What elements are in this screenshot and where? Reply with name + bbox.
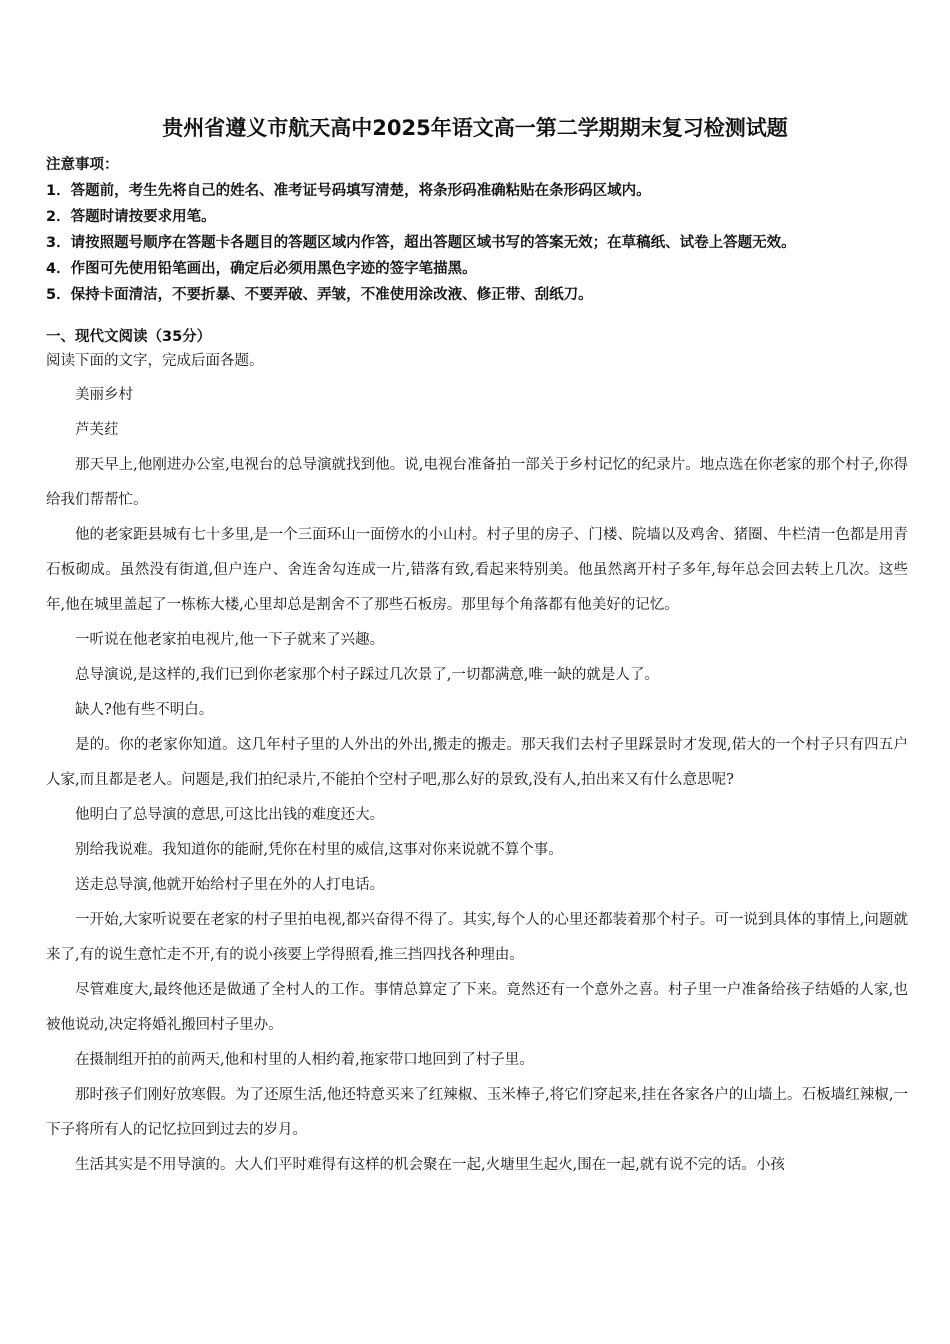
section-intro: 阅读下面的文字，完成后面各题。	[46, 353, 264, 369]
section-title: 一、现代文阅读（35分）	[46, 329, 212, 345]
article-paragraph: 生活其实是不用导演的。大人们平时难得有这样的机会聚在一起,火塘里生起火,围在一起,就有说不完的话。小孩	[75, 1157, 785, 1173]
notice-item: 2．答题时请按要求用笔。	[46, 209, 216, 225]
page-title: 贵州省遵义市航天高中2025年语文高一第二学期期末复习检测试题	[162, 116, 788, 140]
article-paragraph: 在摄制组开拍的前两天,他和村里的人相约着,拖家带口地回到了村子里。	[75, 1052, 534, 1068]
article-title: 美丽乡村	[75, 387, 133, 403]
article-paragraph: 一开始,大家听说要在老家的村子里拍电视,都兴奋得不得了。其实,每个人的心里还都装着那个村子。可一说到具体的事情上,问题就来了,有的说生意忙走不开,有的说小孩要上学得照看,推三挡四找各种理由。	[46, 912, 908, 963]
article-paragraph: 他明白了总导演的意思,可这比出钱的难度还大。	[75, 807, 385, 823]
article-paragraph: 尽管难度大,最终他还是做通了全村人的工作。事情总算定了下来。竟然还有一个意外之喜。村子里一户准备给孩子结婚的人家,也被他说动,决定将婚礼搬回村子里办。	[46, 982, 908, 1033]
notice-heading: 注意事项：	[46, 157, 119, 173]
article-paragraph: 那天早上,他刚进办公室,电视台的总导演就找到他。说,电视台准备拍一部关于乡村记忆的纪录片。地点选在你老家的那个村子,你得给我们帮帮忙。	[46, 457, 908, 508]
section-header	[46, 325, 916, 373]
article-paragraph: 是的。你的老家你知道。这几年村子里的人外出的外出,搬走的搬走。那天我们去村子里踩景时才发现,偌大的一个村子只有四五户人家,而且都是老人。问题是,我们拍纪录片,不能拍个空村子吧,那么好的景致,没有人,拍出来又有什么意思呢?	[46, 737, 908, 788]
article-paragraph: 送走总导演,他就开始给村子里在外的人打电话。	[75, 877, 385, 893]
article-paragraph: 那时孩子们刚好放寒假。为了还原生活,他还特意买来了红辣椒、玉米棒子,将它们穿起来,挂在各家各户的山墙上。石板墙红辣椒,一下子将所有人的记忆拉回到过去的岁月。	[46, 1087, 908, 1138]
article-author: 芦芙荭	[75, 422, 119, 438]
notice-item: 3．请按照题号顺序在答题卡各题目的答题区域内作答，超出答题区域书写的答案无效；在草稿纸、试卷上答题无效。	[46, 235, 796, 251]
notice-item: 1．答题前，考生先将自己的姓名、准考证号码填写清楚，将条形码准确粘贴在条形码区域内。	[46, 183, 651, 199]
article-body	[46, 378, 908, 1183]
notice-item: 5．保持卡面清洁，不要折暴、不要弄破、弄皱，不准使用涂改液、修正带、刮纸刀。	[46, 287, 593, 303]
article-paragraph: 缺人?他有些不明白。	[75, 702, 214, 718]
article-paragraph: 他的老家距县城有七十多里,是一个三面环山一面傍水的小山村。村子里的房子、门楼、院墙以及鸡舍、猪圈、牛栏清一色都是用青石板砌成。虽然没有街道,但户连户、舍连舍勾连成一片,错落有致,看起来特别美。他虽然离开村子多年,每年总会回去转上几次。这些年,他在城里盖起了一栋栋大楼,心里却总是割舍不了那些石板房。那里每个角落都有他美好的记忆。	[46, 527, 908, 613]
notice-item: 4．作图可先使用铅笔画出，确定后必须用黑色字迹的签字笔描黑。	[46, 261, 477, 277]
article-paragraph: 总导演说,是这样的,我们已到你老家那个村子踩过几次景了,一切都满意,唯一缺的就是人了。	[75, 667, 659, 683]
notice-block	[46, 152, 916, 308]
article-paragraph: 别给我说难。我知道你的能耐,凭你在村里的威信,这事对你来说就不算个事。	[75, 842, 563, 858]
article-paragraph: 一听说在他老家拍电视片,他一下子就来了兴趣。	[75, 632, 385, 648]
